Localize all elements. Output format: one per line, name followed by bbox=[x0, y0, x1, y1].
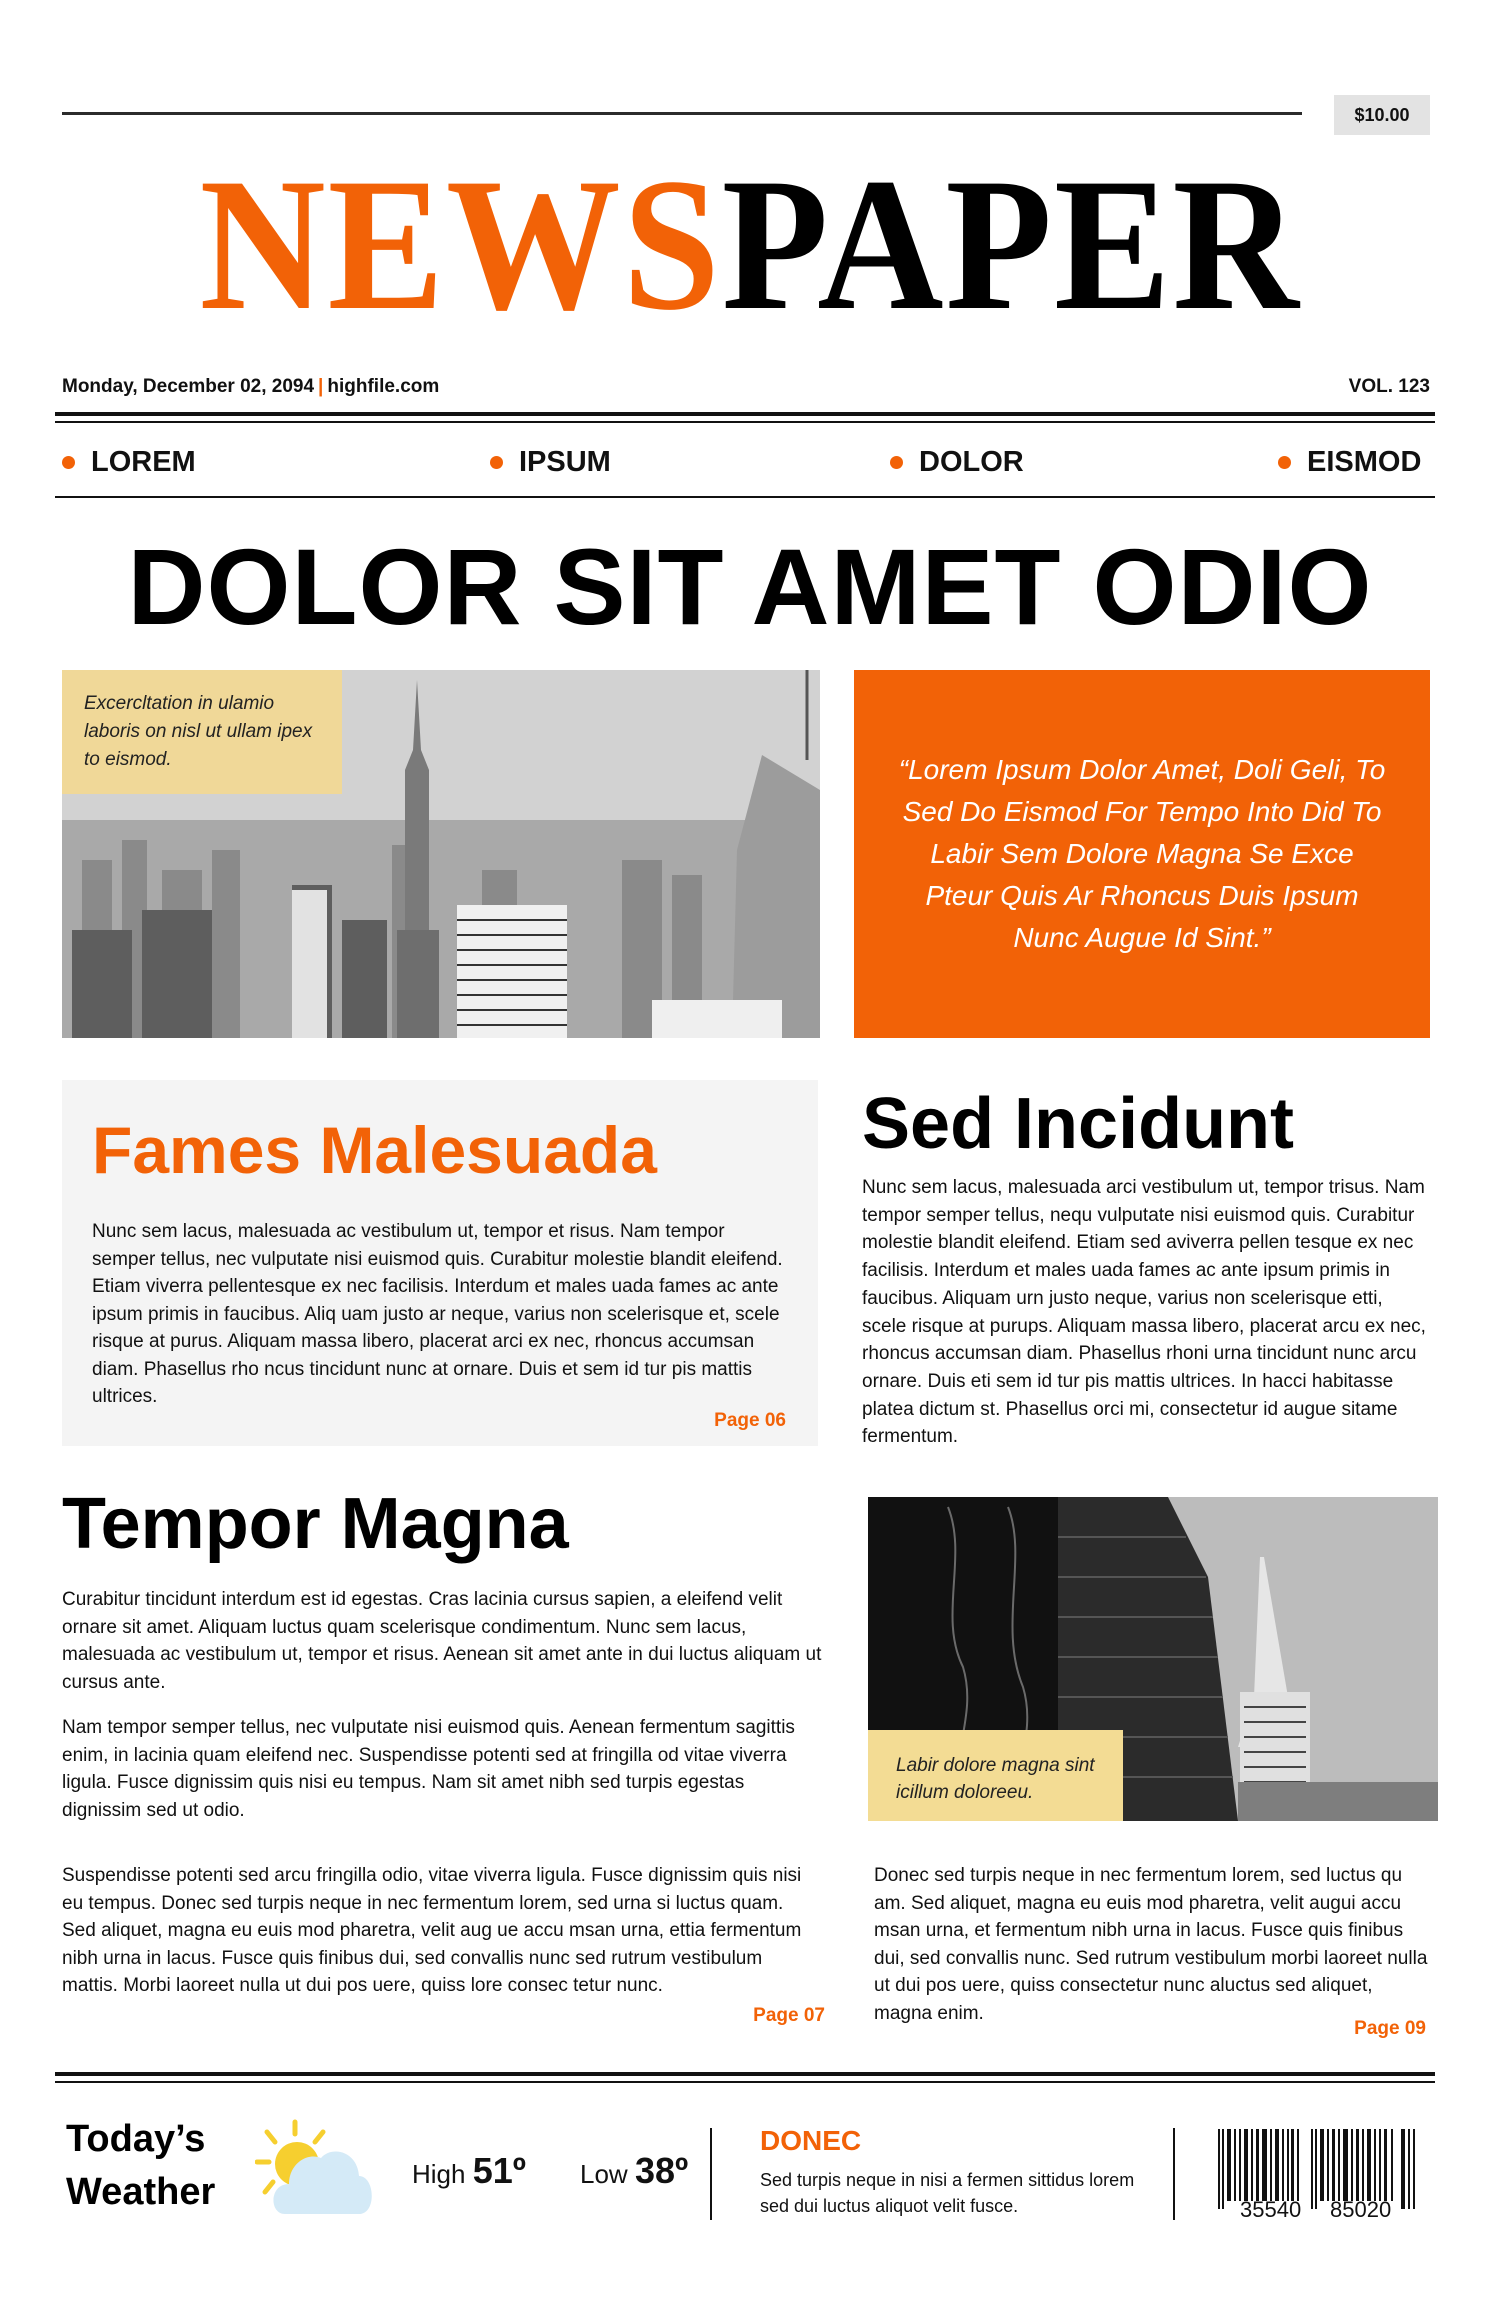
nav-label: EISMOD bbox=[1307, 445, 1422, 478]
article-title: Sed Incidunt bbox=[862, 1084, 1294, 1164]
close-quote-mark: ” bbox=[1261, 922, 1271, 953]
nav-label: LOREM bbox=[91, 445, 196, 478]
nav-label: DOLOR bbox=[919, 445, 1024, 478]
page-link[interactable]: Page 09 bbox=[1354, 2018, 1426, 2039]
article-paragraph: Suspendisse potenti sed arcu fringilla odio, vitae viverra ligula. Fusce dignissim quis nisi eu tempus. Donec sed turpis neque in nec fermentum lorem, sed urna si luctus quam. Sed aliquet, magna eu euis mod pharetra, velit aug ue accu msan urna, ettia fermentum nibh urna in lacus. Fusce quis finibus dui, sed convallis nunc sed rutrum vestibulum mattis. Morbi laoreet nulla ut dui pos uere, quiss lore consec tetur nunc. bbox=[62, 1865, 802, 1996]
volume-number: VOL. 123 bbox=[1348, 376, 1430, 397]
bullet-icon bbox=[490, 456, 503, 469]
divider bbox=[55, 2072, 1435, 2076]
article-title: Tempor Magna bbox=[62, 1484, 569, 1564]
weather-title-line: Today’s bbox=[66, 2118, 206, 2160]
divider bbox=[55, 496, 1435, 498]
article-paragraph: Nam tempor semper tellus, nec vulputate nisi euismod quis. Aenean fermentum sagittis enim, in lacinia quam eleifend nec. Suspendisse potenti sed at fringilla od vitae viverra ligula. Fusce dignissim quis nisi eu tempus. Nam sit amet nibh sed turpis egestas dignissim sed ut odio. bbox=[62, 1717, 795, 1821]
high-label: High bbox=[412, 2159, 466, 2189]
issue-date: Monday, December 02, 2094 bbox=[62, 376, 315, 397]
article-paragraph: Curabitur tincidunt interdum est id egestas. Cras lacinia cursus sapien, a eleifend velit ornare sit amet. Aliquam luctus quam scelerisque condimentum. Nunc sem lacus, malesuada ac vestibulum ut, tempor et risus. Aenean sit amet ante in dui luctus aliquam ut cursus ante. bbox=[62, 1589, 822, 1693]
dateline bbox=[62, 376, 439, 398]
divider bbox=[55, 2081, 1435, 2083]
vertical-divider bbox=[1173, 2128, 1175, 2220]
article-body: Nunc sem lacus, malesuada arci vestibulum ut, tempor trisus. Nam tempor semper tellus, nequ vulputate nisi euismod quis. Curabitur molestie blandit eleifend. Etiam sed aviverra pellen tesque ex nec facilisis. Interdum et males uada fames ac ante ipsum primis in faucibus. Aliquam urn justo neque, varius non scelerisque etti, scele risque at purups. Aliquam massa libero, placerat arcu ex nec, rhoncus accumsan diam. Phasellus rhoni urna tincidunt nunc arcu ornare. Duis eti sem id tur pis mattis ultrices. In hacci habitasse platea dictum st. Phasellus orci mi, consectetur id augue sitame fermentum. bbox=[862, 1177, 1426, 1448]
partly-cloudy-icon bbox=[255, 2118, 385, 2218]
divider bbox=[55, 412, 1435, 416]
nav-item-ipsum[interactable] bbox=[490, 440, 611, 484]
nav-item-eismod[interactable] bbox=[1278, 440, 1421, 484]
bullet-icon bbox=[62, 456, 75, 469]
nav-item-lorem[interactable] bbox=[62, 440, 196, 484]
photo-caption: Excercltation in ulamio laboris on nisl ut ullam ipex to eismod. bbox=[62, 670, 342, 794]
pull-quote bbox=[854, 670, 1430, 1038]
donec-label: DONEC bbox=[760, 2125, 862, 2156]
main-headline: DOLOR SIT AMET ODIO bbox=[127, 526, 1373, 647]
low-temp bbox=[580, 2150, 688, 2192]
page-link[interactable]: Page 06 bbox=[714, 1410, 786, 1431]
page-link[interactable]: Page 07 bbox=[753, 2005, 825, 2026]
masthead bbox=[60, 140, 1440, 350]
article-body: Donec sed turpis neque in nec fermentum lorem, sed luctus qu am. Sed aliquet, magna eu euis mod pharetra, velit augui accu msan urna, et fermentum nibh urna in lacus. Fusce quis finibus dui, sed convallis nunc. Sed rutrum vestibulum morbi laoreet nulla ut dui pos uere, quiss consectetur nunc aluctus sed aliquet, magna enim. bbox=[874, 1865, 1428, 2024]
low-value: 38º bbox=[634, 2150, 689, 2191]
top-rule bbox=[62, 112, 1302, 115]
bullet-icon bbox=[1278, 456, 1291, 469]
price-badge: $10.00 bbox=[1334, 95, 1430, 135]
article-body: Nunc sem lacus, malesuada ac vestibulum ut, tempor et risus. Nam tempor semper tellus, nec vulputate nisi euismod quis. Curabitur molestie blandit eleifend. Etiam viverra pellentesque ex nec facilisis. Interdum et males uada fames ac ante ipsum primis in faucibus. Aliq uam justo ar neque, varius non scelerisque et, scele risque at purus. Aliquam massa libero, placerat arci ex nec, rhoncus accumsan diam. Phasellus rho ncus tincidunt nunc at ornare. Duis et sem id tur pis mattis ultrices. bbox=[92, 1221, 783, 1407]
nav-item-dolor[interactable] bbox=[890, 440, 1024, 484]
article-title: Fames Malesuada bbox=[92, 1113, 657, 1187]
photo-caption: Labir dolore magna sint icillum doloreeu. bbox=[868, 1730, 1123, 1821]
masthead-news: NEWS bbox=[199, 140, 722, 350]
nav-label: IPSUM bbox=[519, 445, 611, 478]
vertical-divider bbox=[710, 2128, 712, 2220]
weather-title-line: Weather bbox=[66, 2171, 216, 2213]
divider bbox=[55, 421, 1435, 423]
dateline-separator: | bbox=[318, 376, 324, 397]
donec-text: Sed turpis neque in nisi a fermen sittidus lorem sed dui luctus aliquot velit fusce. bbox=[760, 2170, 1135, 2216]
open-quote-mark: “ bbox=[898, 754, 909, 785]
barcode-digits-right: 85020 bbox=[1330, 2197, 1392, 2222]
barcode-digits-left: 35540 bbox=[1240, 2197, 1302, 2222]
quote-text: Lorem Ipsum Dolor Amet, Doli Geli, To Sed Do Eismod For Tempo Into Did To Labir Sem Dolore Magna Se Exce Pteur Quis Ar Rhoncus Duis Ipsum Nunc Augue Id Sint. bbox=[902, 754, 1386, 953]
weather-title bbox=[66, 2113, 215, 2219]
site-link[interactable]: highfile.com bbox=[327, 376, 440, 397]
masthead-paper: PAPER bbox=[721, 140, 1301, 350]
high-temp bbox=[412, 2150, 526, 2192]
bullet-icon bbox=[890, 456, 903, 469]
low-label: Low bbox=[580, 2159, 628, 2189]
high-value: 51º bbox=[472, 2150, 526, 2191]
